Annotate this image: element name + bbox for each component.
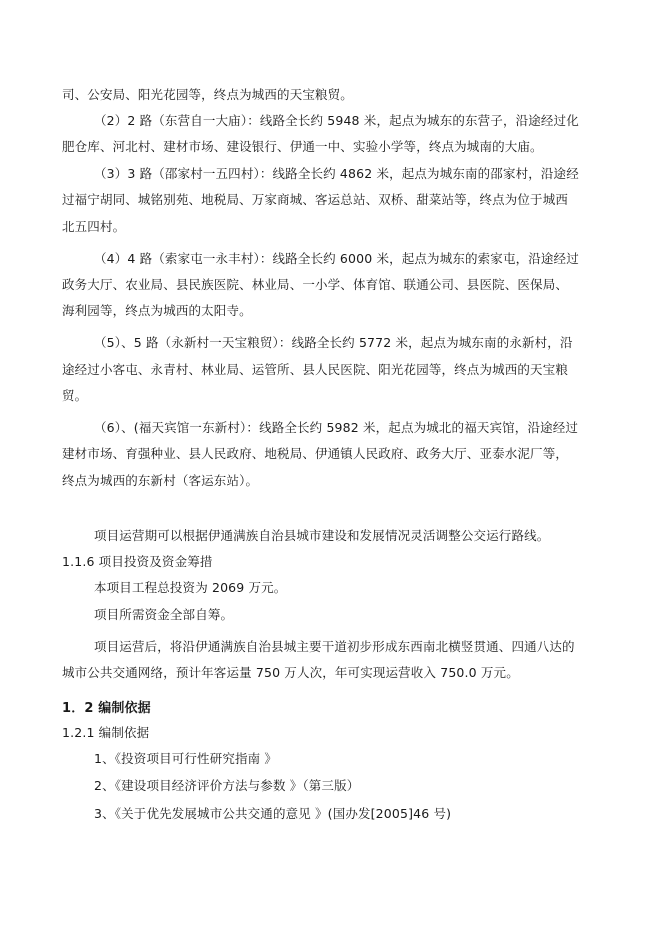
- section-heading: 1.2.1 编制依据: [62, 725, 150, 740]
- text-line: 终点为城西的东新村（客运东站）。: [62, 473, 259, 488]
- text-line: 本项目工程总投资为 2069 万元。: [94, 580, 287, 595]
- text-line: （2）2 路（东营自一大庙）：线路全长约 5948 米，起点为城东的东营子，沿途经过化: [94, 113, 579, 128]
- text-line: （4）4 路（索家屯一永丰村）：线路全长约 6000 米，起点为城东的索家屯，沿途经过: [94, 251, 579, 266]
- text-line: 建材市场、育强种业、县人民政府、地税局、伊通镇人民政府、政务大厅、亚泰水泥厂等，: [62, 446, 569, 461]
- text-line: 项目运营期可以根据伊通满族自治县城市建设和发展情况灵活调整公交运行路线。: [94, 528, 550, 543]
- text-line: 海利园等，终点为城西的太阳寺。: [62, 303, 252, 318]
- text-line: （6）、(福天宾馆一东新村）：线路全长约 5982 米，起点为城北的福天宾馆，沿途经过: [94, 420, 579, 435]
- text-line: （3）3 路（邵家村一五四村）：线路全长约 4862 米，起点为城东南的邵家村，沿途经: [94, 166, 579, 181]
- section-heading: 1．2 编制依据: [62, 701, 151, 716]
- text-line: （5）、5 路（永新村一天宝粮贸）：线路全长约 5772 米，起点为城东南的永新村，沿: [94, 335, 573, 350]
- text-line: 途经过小客屯、永青村、林业局、运管所、县人民医院、阳光花园等，终点为城西的天宝粮: [62, 362, 569, 377]
- text-line: 北五四村。: [62, 219, 126, 234]
- text-line: 过福宁胡同、城铭别苑、地税局、万家商城、客运总站、双桥、甜菜站等，终点为位于城西: [62, 192, 569, 207]
- reference-item: 3、《关于优先发展城市公共交通的意见 》(国办发[2005]46 号): [94, 806, 452, 821]
- text-line: 政务大厅、农业局、县民族医院、林业局、一小学、体育馆、联通公司、县医院、医保局、: [62, 277, 569, 292]
- text-line: 项目运营后，将沿伊通满族自治县城主要干道初步形成东西南北横竖贯通、四通八达的: [94, 639, 575, 654]
- text-line: 贸。: [62, 388, 88, 403]
- section-heading: 1.1.6 项目投资及资金筹措: [62, 554, 213, 569]
- text-line: 肥仓库、河北村、建材市场、建设银行、伊通一中、实验小学等，终点为城南的大庙。: [62, 139, 543, 154]
- reference-item: 1、《投资项目可行性研究指南 》: [94, 751, 278, 766]
- text-line: 城市公共交通网络，预计年客运量 750 万人次，年可实现运营收入 750.0 万元。: [62, 665, 519, 680]
- text-line: 司、公安局、阳光花园等，终点为城西的天宝粮贸。: [62, 87, 353, 102]
- text-line: 项目所需资金全部自筹。: [94, 607, 234, 622]
- reference-item: 2、《建设项目经济评价方法与参数 》（第三版）: [94, 778, 360, 793]
